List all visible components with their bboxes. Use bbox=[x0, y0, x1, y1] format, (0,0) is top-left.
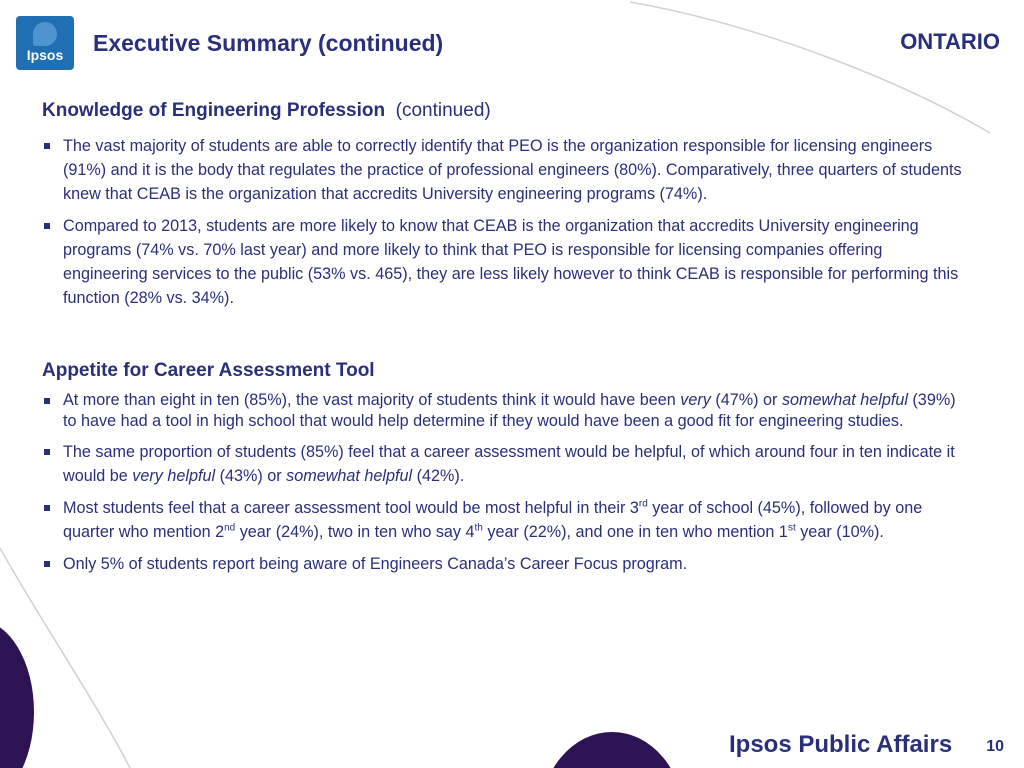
career-tool-bullet-list bbox=[42, 390, 962, 576]
region-label: ONTARIO bbox=[900, 29, 1000, 54]
list-item: Compared to 2013, students are more likely to know that CEAB is the organization that accredits University engineering programs (74% vs. 70% last year) and more likely to think that PEO is responsible for licensing companies offering engineering services to the public (53% vs. 465), they are less likely however to think CEAB is responsible for performing this function (28% vs. 34%). bbox=[42, 214, 962, 310]
list-item: The vast majority of students are able to correctly identify that PEO is the organization responsible for licensing engineers (91%) and it is the body that regulates the practice of professional engineers (80%). Comparatively, three quarters of students knew that CEAB is the organization that accredits University engineering programs (74%). bbox=[42, 134, 962, 206]
list-item: Most students feel that a career assessment tool would be most helpful in their 3rd year of school (45%), followed by one quarter who mention 2nd year (24%), two in ten who say 4th year (22%), and one in ten who mention 1st year (10%). bbox=[42, 496, 962, 544]
ipsos-logo bbox=[16, 16, 74, 70]
main-content bbox=[42, 100, 962, 584]
list-item: At more than eight in ten (85%), the vast majority of students think it would have been very (47%) or somewhat helpful (39%) to have had a tool in high school that would help determine if they would have been a good fit for engineering studies. bbox=[42, 390, 962, 432]
list-item: The same proportion of students (85%) feel that a career assessment would be helpful, of which around four in ten indicate it would be very helpful (43%) or somewhat helpful (42%). bbox=[42, 440, 962, 488]
section-heading-text: Knowledge of Engineering Profession bbox=[42, 100, 386, 121]
left-purple-circle bbox=[0, 620, 34, 768]
logo-text: Ipsos bbox=[26, 47, 64, 63]
page-number: 10 bbox=[986, 738, 1004, 755]
section-career-tool bbox=[42, 360, 962, 576]
footer-brand: Ipsos Public Affairs bbox=[729, 731, 953, 758]
knowledge-bullet-list bbox=[42, 134, 962, 310]
page-title: Executive Summary (continued) bbox=[93, 30, 444, 56]
logo-bubble-icon bbox=[33, 22, 57, 46]
list-item: Only 5% of students report being aware of Engineers Canada’s Career Focus program. bbox=[42, 552, 962, 576]
bottom-purple-circle bbox=[540, 732, 684, 768]
section-heading-career-tool: Appetite for Career Assessment Tool bbox=[42, 360, 375, 381]
section-heading-knowledge bbox=[42, 100, 962, 122]
section-heading-suffix: (continued) bbox=[395, 100, 491, 121]
